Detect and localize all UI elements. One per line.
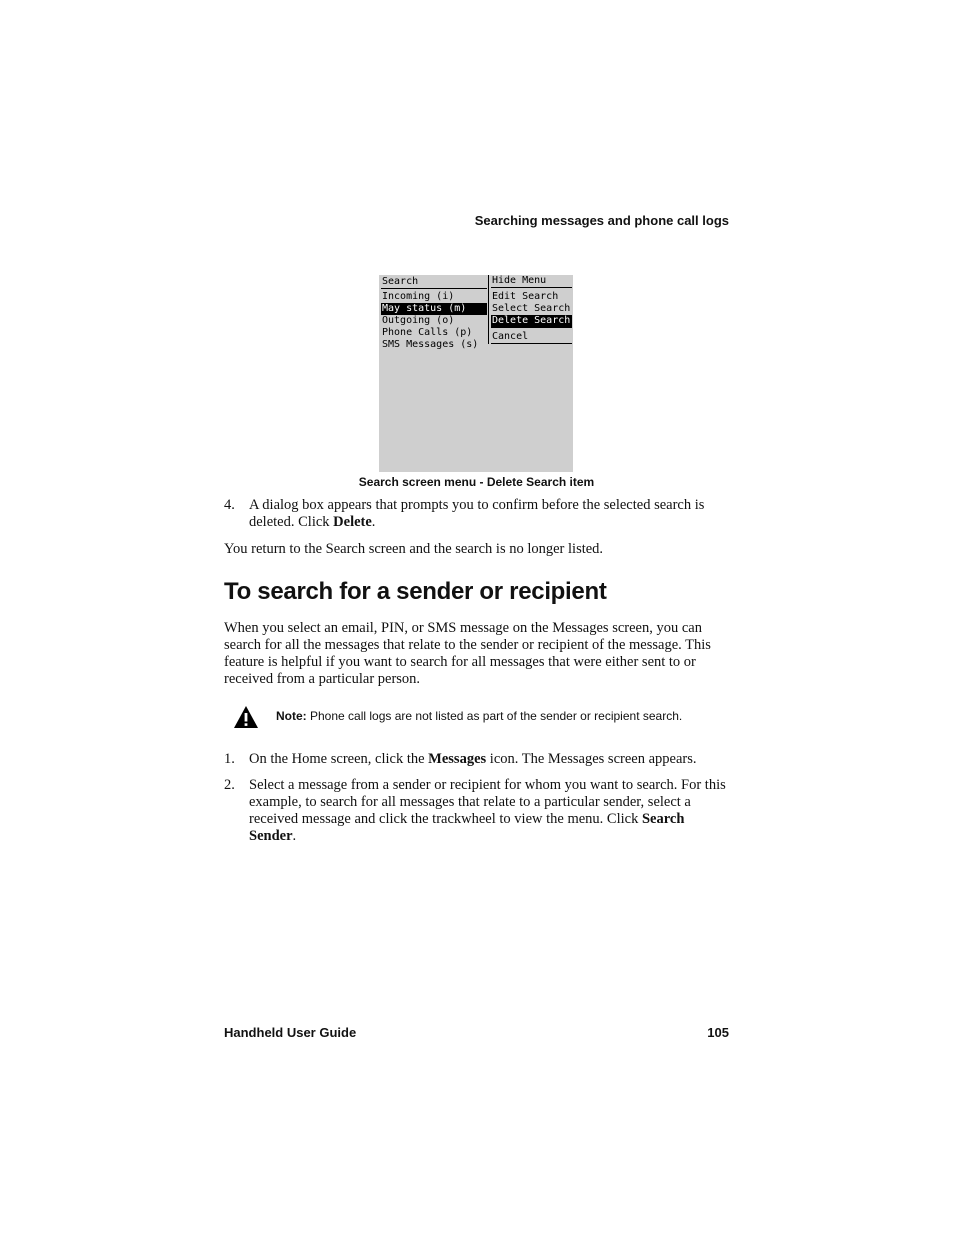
step-text: A dialog box appears that prompts you to confirm before the selected search is deleted. Click Delete. (249, 497, 705, 530)
step-text: Select a message from a sender or recipient for whom you want to search. For this example, to search for all messages that relate to a particular sender, select a received message and click the trackwheel to view the menu. Click Search Sender. (249, 777, 726, 844)
menu-item-delete-search: Delete Search (492, 315, 571, 326)
step-1 (224, 751, 729, 768)
search-list-item: SMS Messages (s) (382, 339, 479, 350)
step-number: 2. (224, 777, 235, 793)
search-list (381, 276, 487, 351)
figure-caption: Search screen menu - Delete Search item (358, 475, 595, 489)
context-menu (488, 275, 572, 344)
step-4 (224, 497, 729, 531)
section-heading: To search for a sender or recipient (224, 578, 607, 605)
step-text: On the Home screen, click the Messages icon. The Messages screen appears. (249, 751, 697, 767)
note-text: Note: Phone call logs are not listed as part of the sender or recipient search. (276, 709, 683, 723)
search-list-item-selected: May status (m) (381, 303, 487, 315)
search-list-item: Incoming (i) (382, 291, 455, 302)
menu-item-select-search: Select Search (492, 303, 571, 314)
menu-item-hide-menu: Hide Menu (491, 275, 572, 288)
footer-title: Handheld User Guide (224, 1025, 357, 1040)
search-list-item: Outgoing (o) (382, 315, 455, 326)
running-header: Searching messages and phone call logs (474, 213, 729, 228)
note-box (233, 705, 733, 731)
step-number: 1. (224, 751, 235, 767)
step-2 (224, 777, 729, 845)
menu-item-edit-search: Edit Search (492, 291, 559, 302)
search-list-item: Phone Calls (p) (382, 327, 473, 338)
warning-icon (233, 705, 259, 729)
intro-paragraph: When you select an email, PIN, or SMS message on the Messages screen, you can search for all the messages that relate to the sender or recipient of the message. This feature is helpful if you want to search for all messages that were either sent to or received from a particular person. (224, 620, 711, 687)
step-number: 4. (224, 497, 235, 513)
page-number: 105 (707, 1025, 729, 1040)
return-paragraph: You return to the Search screen and the search is no longer listed. (224, 541, 604, 557)
search-list-title: Search (381, 276, 487, 289)
device-screenshot (379, 275, 573, 472)
delete-label: Delete (333, 514, 372, 530)
messages-label: Messages (428, 751, 487, 767)
menu-item-cancel: Cancel (491, 331, 572, 344)
search-sender-label: Search Sender (249, 811, 685, 844)
note-label: Note: (276, 709, 307, 723)
